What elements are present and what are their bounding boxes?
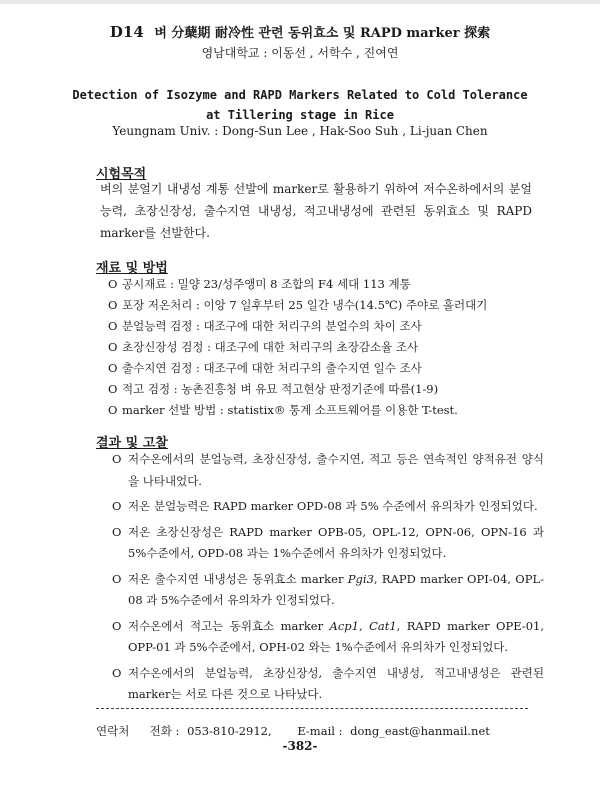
bullet-mark: O	[108, 382, 118, 396]
paper-title-en	[0, 85, 600, 125]
list-item: O 저온 초장신장성은 RAPD marker OPB-05, OPL-12, OPN-06, OPN-16 과 5%수준에서, OPD-08 과는 1%수준에서 유의차가 인정되었다.	[112, 522, 544, 565]
list-item: O 초장신장성 검정 : 대조구에 대한 처리구의 초장감소율 조사	[108, 337, 548, 358]
list-item: O 저수온에서의 분얼능력, 초장신장성, 출수지연, 적고 등은 연속적인 양적유전 양식을 나타내었다.	[112, 449, 544, 492]
gene-name: Pgi3	[347, 571, 374, 586]
bullet-mark: O	[108, 340, 118, 354]
list-item: O 저온 분얼능력은 RAPD marker OPD-08 과 5% 수준에서 유의차가 인정되었다.	[112, 496, 544, 518]
footer-divider	[96, 708, 528, 709]
gene-name: Acp1	[329, 618, 359, 633]
bullet-mark: O	[108, 403, 118, 417]
page-number: -382-	[282, 739, 318, 753]
bullet-mark: O	[112, 524, 122, 539]
contact-line	[96, 723, 490, 739]
results-heading: 결과 및 고찰	[96, 436, 168, 451]
results-list	[112, 449, 544, 710]
list-item: O 공시재료 : 밀양 23/성주앵미 8 조합의 F4 세대 113 계통	[108, 274, 548, 295]
scan-edge	[0, 0, 600, 4]
list-item: O 분얼능력 검정 : 대조구에 대한 처리구의 분얼수의 차이 조사	[108, 316, 548, 337]
methods-heading: 재료 및 방법	[96, 261, 168, 276]
abstract-code: D14	[109, 23, 144, 41]
title-en-line2: at Tillering stage in Rice	[206, 108, 394, 122]
bullet-mark: O	[112, 499, 122, 513]
bullet-mark: O	[112, 452, 122, 466]
objective-text: 벼의 분얼기 내냉성 계통 선발에 marker로 활용하기 위하여 저수온하에서의 분얼능력, 초장신장성, 출수지연 내냉성, 적고내냉성에 관련된 동위효소 및 RAPD marker를 선발한다.	[100, 182, 532, 240]
authors-en: Yeungnam Univ. : Dong-Sun Lee , Hak-Soo Suh , Li-juan Chen	[112, 124, 488, 138]
list-item: O 적고 검정 : 농촌진흥청 벼 유묘 적고현상 판정기준에 따름(1-9)	[108, 379, 548, 400]
list-item: O 저수온에서의 분얼능력, 초장신장성, 출수지연 내냉성, 적고내냉성은 관련된 marker는 서로 다른 것으로 나타났다.	[112, 663, 544, 706]
paper-title-kr	[0, 22, 600, 41]
methods-list	[108, 274, 548, 421]
contact-label: 연락처	[96, 724, 130, 738]
list-item: O 출수지연 검정 : 대조구에 대한 처리구의 출수지연 일수 조사	[108, 358, 548, 379]
list-item: O 저온 출수지연 내냉성은 동위효소 marker Pgi3, RAPD marker OPI-04, OPL-08 과 5%수준에서 유의차가 인정되었다.	[112, 569, 544, 612]
gene-name: Cat1	[369, 618, 397, 633]
phone-label: 전화 :	[149, 724, 180, 738]
email-label: E-mail :	[297, 724, 343, 738]
email-address[interactable]: dong_east@hanmail.net	[350, 724, 490, 738]
authors-kr: 영남대학교 : 이동선 , 서학수 , 진여연	[201, 46, 399, 60]
title-en-line1: Detection of Isozyme and RAPD Markers Related to Cold Tolerance	[72, 88, 528, 102]
bullet-mark: O	[108, 319, 118, 333]
list-item: O 저수온에서 적고는 동위효소 marker Acp1, Cat1, RAPD marker OPE-01, OPP-01 과 5%수준에서, OPH-02 와는 1%수준에서 유의차가 인정되었다.	[112, 616, 544, 659]
bullet-mark: O	[108, 361, 118, 375]
bullet-mark: O	[112, 571, 122, 586]
title-kr-text: 벼 分蘖期 耐冷性 관련 동위효소 및 RAPD marker 探索	[154, 26, 491, 41]
bullet-mark: O	[112, 665, 122, 680]
bullet-mark: O	[108, 298, 118, 312]
phone-number: 053-810-2912,	[187, 724, 272, 738]
objective-heading: 시험목적	[96, 167, 147, 182]
bullet-mark: O	[112, 618, 122, 633]
list-item: O marker 선발 방법 : statistix® 통계 소프트웨어를 이용한 T-test.	[108, 400, 548, 421]
bullet-mark: O	[108, 277, 118, 291]
list-item: O 포장 저온처리 : 이앙 7 일후부터 25 일간 냉수(14.5℃) 주야로 흘러대기	[108, 295, 548, 316]
